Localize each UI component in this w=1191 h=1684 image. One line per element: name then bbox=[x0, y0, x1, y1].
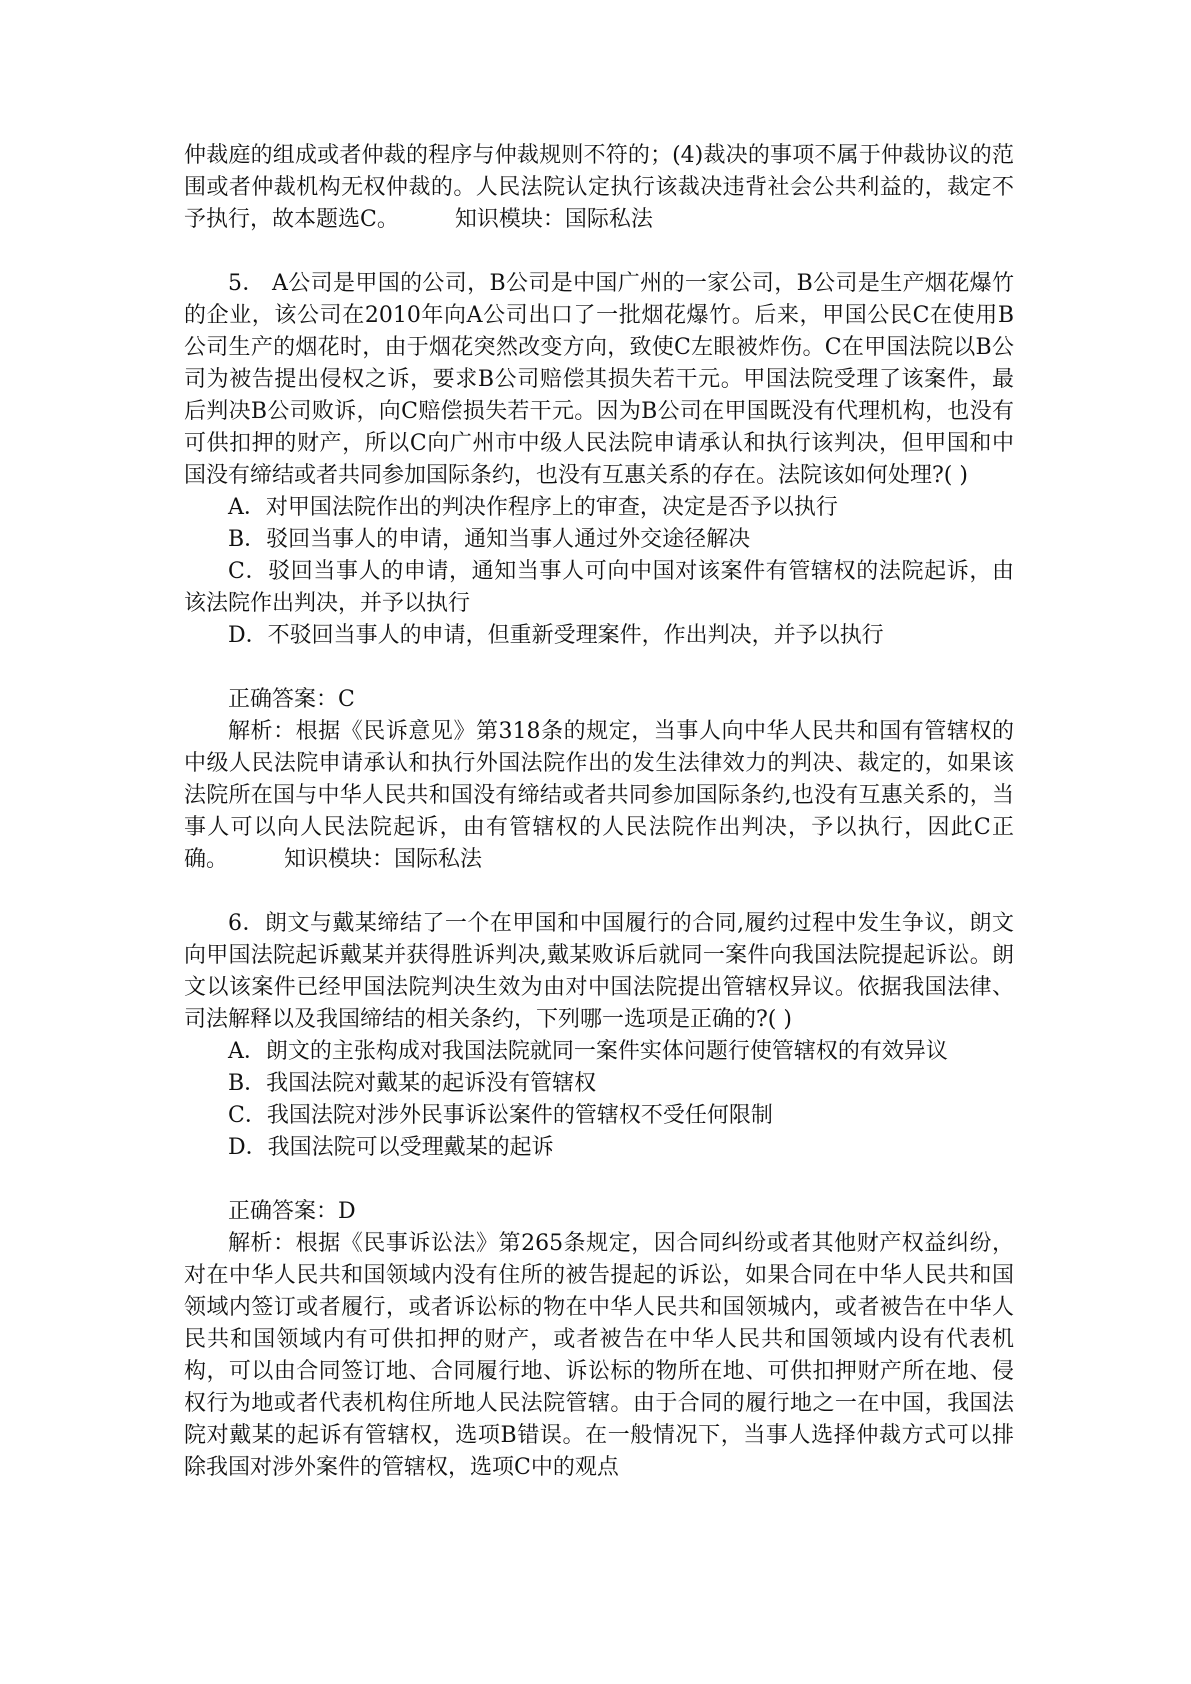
question-6-option-a: A．朗文的主张构成对我国法院就同一案件实体问题行使管辖权的有效异议 bbox=[228, 1039, 948, 1064]
question-6-option-c: C．我国法院对涉外民事诉讼案件的管辖权不受任何限制 bbox=[228, 1103, 773, 1128]
knowledge-module-label: 知识模块：国际私法 bbox=[284, 847, 483, 872]
question-6-analysis: 解析：根据《民事诉讼法》第265条规定，因合同纠纷或者其他财产权益纠纷，对在中华人民共和国领域内没有住所的被告提起的诉讼，如果合同在中华人民共和国领域内签订或者履行，或者诉讼标的物在中华人民共和国领城内，或者被告在中华人民共和国领域内有可供扣押的财产，或者被告在中华人民共和国领域内设有代表机构，可以由合同签订地、合同履行地、诉讼标的物所在地、可供扣押财产所在地、侵权行为地或者代表机构住所地人民法院管辖。由于合同的履行地之一在中国，我国法院对戴某的起诉有管辖权，选项B错误。在一般情况下，当事人选择仲裁方式可以排除我国对涉外案件的管辖权，选项C中的观点 bbox=[184, 1231, 1014, 1480]
continuation-text: 仲裁庭的组成或者仲裁的程序与仲裁规则不符的；(4)裁决的事项不属于仲裁协议的范围或者仲裁机构无权仲裁的。人民法院认定执行该裁决违背社会公共利益的，裁定不予执行，故本题选C。 bbox=[184, 143, 1014, 232]
question-6-option-d: D．我国法院可以受理戴某的起诉 bbox=[228, 1135, 554, 1160]
question-6-stem: 6．朗文与戴某缔结了一个在甲国和中国履行的合同,履约过程中发生争议，朗文向甲国法院起诉戴某并获得胜诉判决,戴某败诉后就同一案件向我国法院提起诉讼。朗文以该案件已经甲国法院判决生效为由对中国法院提出管辖权异议。依据我国法律、司法解释以及我国缔结的相关条约，下列哪一选项是正确的?( ) bbox=[184, 911, 1014, 1032]
knowledge-module-label: 知识模块：国际私法 bbox=[454, 207, 653, 232]
document-page bbox=[184, 140, 1014, 1484]
spacer bbox=[184, 236, 1014, 268]
continuation-paragraph bbox=[184, 140, 1014, 236]
question-5-analysis-text: 解析：根据《民诉意见》第318条的规定，当事人向中华人民共和国有管辖权的中级人民法院申请承认和执行外国法院作出的发生法律效力的判决、裁定的，如果该法院所在国与中华人民共和国没有缔结或者共同参加国际条约,也没有互惠关系的，当事人可以向人民法院起诉，由有管辖权的人民法院作出判决，予以执行，因此C正确。 bbox=[184, 719, 1014, 872]
question-5-option-d: D．不驳回当事人的申请，但重新受理案件，作出判决，并予以执行 bbox=[228, 623, 884, 648]
spacer bbox=[184, 876, 1014, 908]
question-5-analysis bbox=[184, 716, 1014, 876]
question-5-option-a: A．对甲国法院作出的判决作程序上的审查，决定是否予以执行 bbox=[228, 495, 838, 520]
spacer bbox=[184, 652, 1014, 684]
question-6-option-b: B．我国法院对戴某的起诉没有管辖权 bbox=[228, 1071, 597, 1096]
question-5-option-b: B．驳回当事人的申请，通知当事人通过外交途径解决 bbox=[228, 527, 751, 552]
spacer bbox=[184, 1164, 1014, 1196]
question-5-stem: 5． A公司是甲国的公司，B公司是中国广州的一家公司，B公司是生产烟花爆竹的企业，该公司在2010年向A公司出口了一批烟花爆竹。后来，甲国公民C在使用B公司生产的烟花时，由于烟花突然改变方向，致使C左眼被炸伤。C在甲国法院以B公司为被告提出侵权之诉，要求B公司赔偿其损失若干元。甲国法院受理了该案件，最后判决B公司败诉，向C赔偿损失若干元。因为B公司在甲国既没有代理机构，也没有可供扣押的财产，所以C向广州市中级人民法院申请承认和执行该判决，但甲国和中国没有缔结或者共同参加国际条约，也没有互惠关系的存在。法院该如何处理?( ) bbox=[184, 271, 1014, 488]
question-5-option-c: C．驳回当事人的申请，通知当事人可向中国对该案件有管辖权的法院起诉，由该法院作出判决，并予以执行 bbox=[184, 559, 1014, 616]
question-6-answer: 正确答案：D bbox=[228, 1199, 356, 1224]
question-5-answer: 正确答案：C bbox=[228, 687, 355, 712]
